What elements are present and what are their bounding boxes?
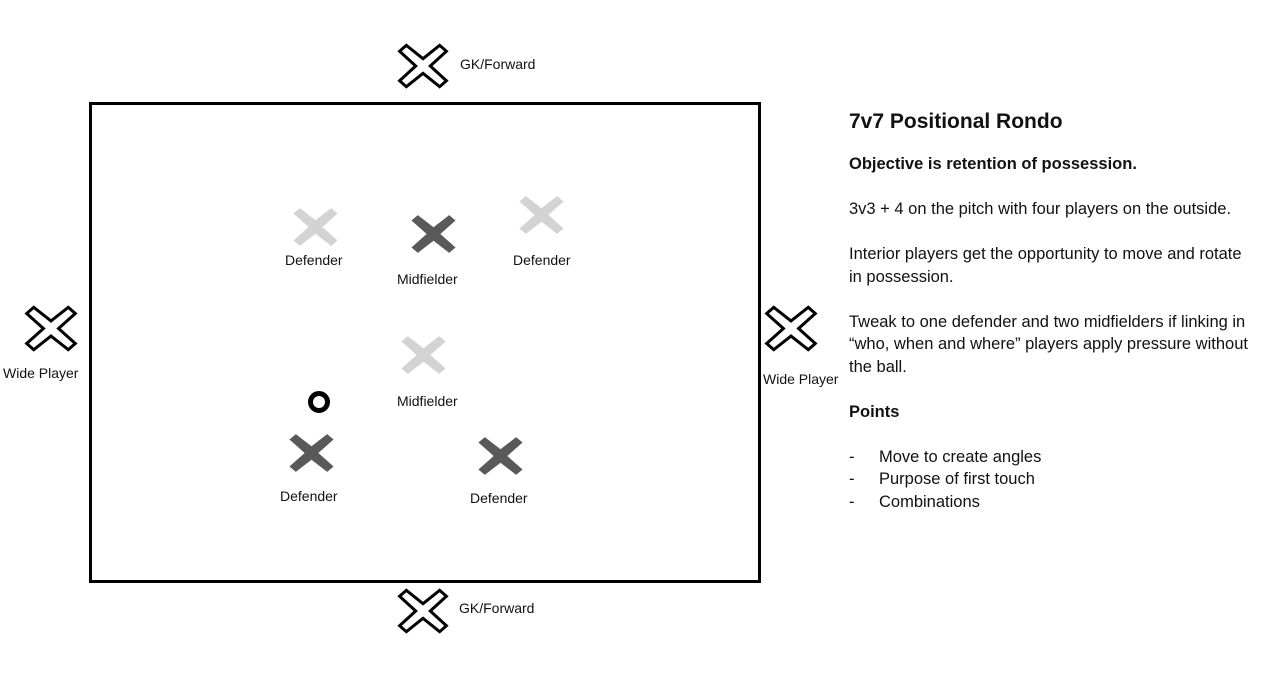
player-label-gk-forward-bottom: GK/Forward xyxy=(459,600,535,616)
x-icon xyxy=(476,435,525,477)
notes-panel xyxy=(849,108,1249,513)
x-icon xyxy=(397,43,449,89)
notes-points-heading: Points xyxy=(849,402,900,421)
ball-icon xyxy=(308,391,330,413)
player-label-wide-left: Wide Player xyxy=(3,365,79,381)
x-icon xyxy=(517,194,566,236)
x-icon xyxy=(287,432,336,474)
point-text: Purpose of first touch xyxy=(879,470,1035,488)
list-item xyxy=(849,446,1249,469)
bullet-dash: - xyxy=(849,492,855,511)
point-text: Move to create angles xyxy=(879,447,1042,466)
list-item xyxy=(849,491,1249,514)
notes-objective: Objective is retention of possession. xyxy=(849,155,1137,173)
x-icon xyxy=(399,334,448,376)
x-icon xyxy=(764,305,818,352)
x-icon xyxy=(397,588,449,634)
list-item xyxy=(849,468,1249,491)
bullet-dash: - xyxy=(849,447,855,466)
points-list xyxy=(849,446,1249,514)
notes-title: 7v7 Positional Rondo xyxy=(849,110,1063,133)
player-label-midfielder-1: Midfielder xyxy=(397,271,458,287)
x-icon xyxy=(24,305,78,352)
player-label-defender-4: Defender xyxy=(470,490,528,506)
notes-paragraph: Interior players get the opportunity to move and rotate in possession. xyxy=(849,245,1242,286)
x-icon xyxy=(291,206,340,248)
player-label-defender-1: Defender xyxy=(285,252,343,268)
player-label-defender-2: Defender xyxy=(513,252,571,268)
player-label-gk-forward-top: GK/Forward xyxy=(460,56,536,72)
x-icon xyxy=(409,213,458,255)
bullet-dash: - xyxy=(849,470,855,488)
player-label-wide-right: Wide Player xyxy=(763,371,839,387)
point-text: Combinations xyxy=(879,492,980,511)
player-label-defender-3: Defender xyxy=(280,488,338,504)
notes-paragraph: 3v3 + 4 on the pitch with four players on the outside. xyxy=(849,200,1232,218)
notes-paragraph: Tweak to one defender and two midfielders if linking in “who, when and where” players apply pressure without the ball. xyxy=(849,312,1248,376)
player-label-midfielder-2: Midfielder xyxy=(397,393,458,409)
